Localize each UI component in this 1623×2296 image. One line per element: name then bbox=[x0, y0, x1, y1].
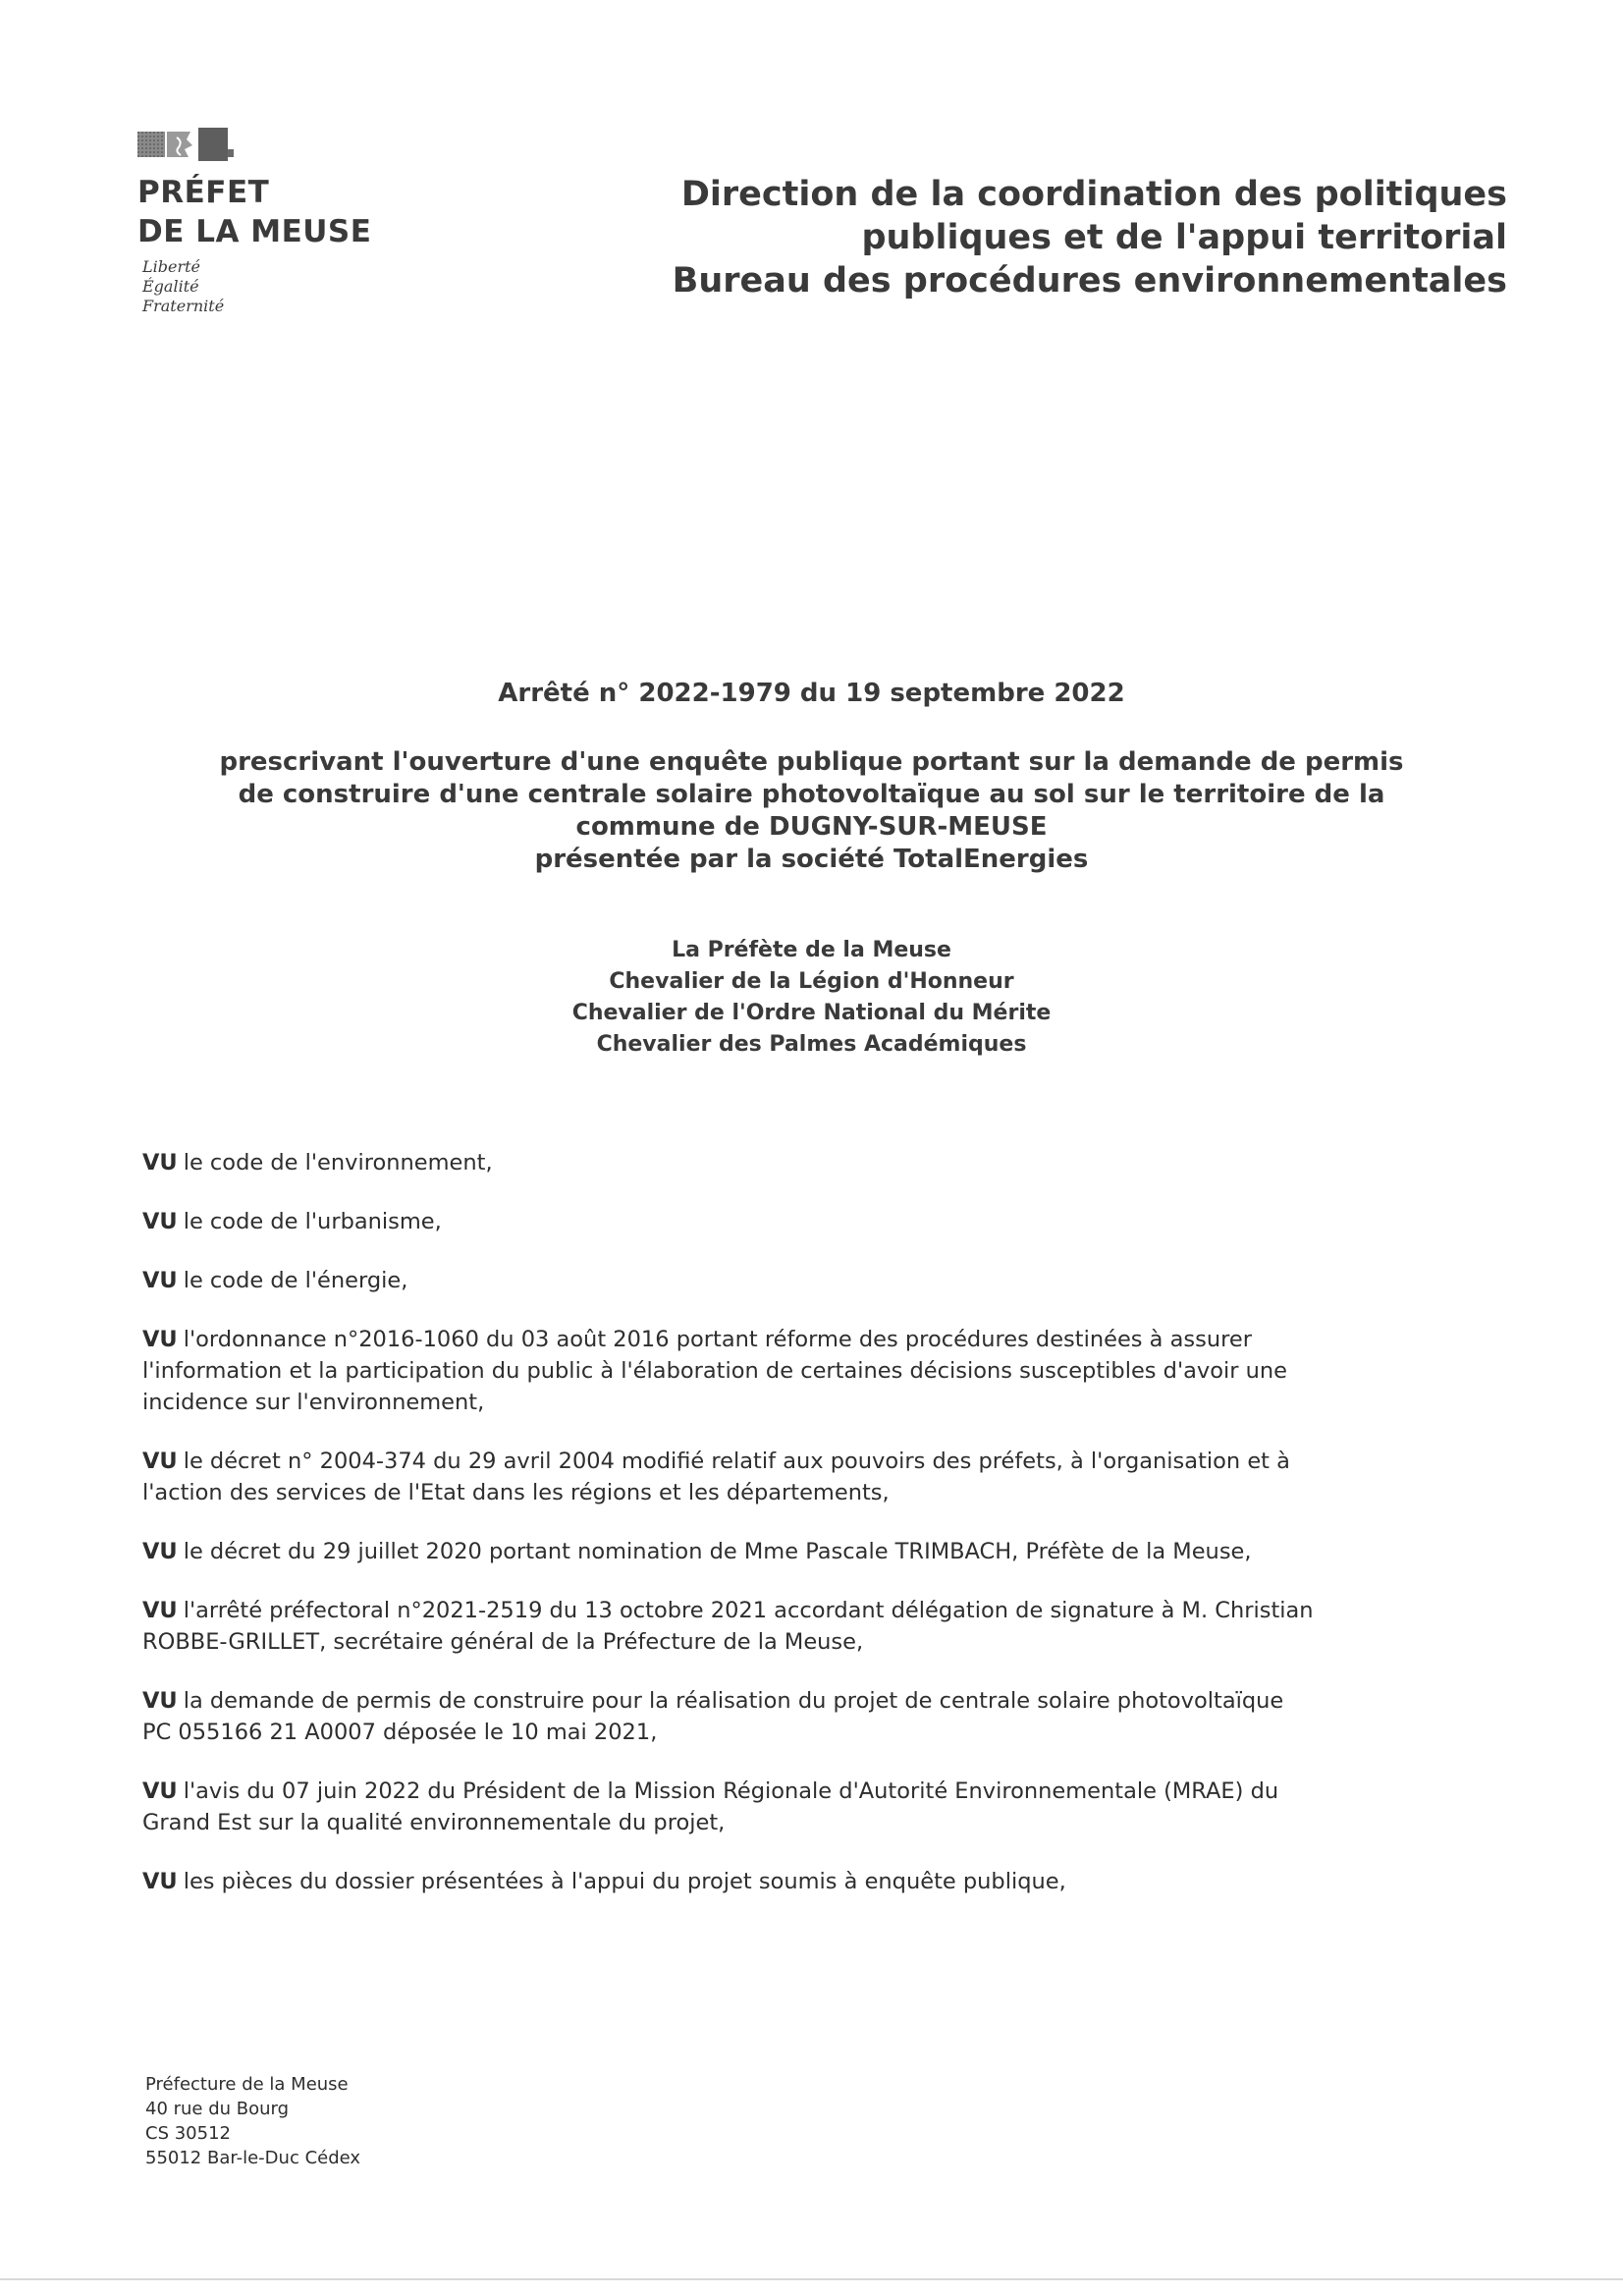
vu-keyword: VU bbox=[142, 1449, 178, 1474]
motto-line: Fraternité bbox=[142, 297, 225, 315]
vu-line bbox=[142, 1776, 1502, 1807]
vu-line bbox=[142, 1265, 1502, 1296]
page-bottom-rule bbox=[0, 2278, 1623, 2280]
vu-text: le décret du 29 juillet 2020 portant nomination de Mme Pascale TRIMBACH, Préfète de la Meuse, bbox=[183, 1539, 1252, 1564]
direction-heading bbox=[525, 173, 1507, 302]
vu-item bbox=[142, 1206, 1502, 1237]
motto-line: Liberté bbox=[142, 257, 200, 276]
vu-item bbox=[142, 1265, 1502, 1296]
vu-keyword: VU bbox=[142, 1209, 178, 1234]
direction-line: publiques et de l'appui territorial bbox=[861, 218, 1507, 257]
vu-text: ROBBE-GRILLET, secrétaire général de la Préfecture de la Meuse, bbox=[142, 1629, 864, 1655]
vu-line bbox=[142, 1387, 1502, 1418]
subject-line: commune de DUGNY-SUR-MEUSE bbox=[575, 812, 1048, 842]
vu-line bbox=[142, 1717, 1502, 1748]
vu-line bbox=[142, 1355, 1502, 1387]
vu-line bbox=[142, 1807, 1502, 1838]
vu-keyword: VU bbox=[142, 1869, 178, 1894]
vu-keyword: VU bbox=[142, 1598, 178, 1623]
vu-text: incidence sur l'environnement, bbox=[142, 1390, 485, 1415]
footer-address bbox=[145, 2072, 360, 2170]
vu-keyword: VU bbox=[142, 1327, 178, 1352]
vu-item bbox=[142, 1536, 1502, 1567]
vu-item bbox=[142, 1776, 1502, 1838]
vu-text: l'avis du 07 juin 2022 du Président de la Mission Régionale d'Autorité Environnementale (MRAE) du bbox=[183, 1778, 1279, 1804]
vu-item bbox=[142, 1324, 1502, 1418]
vu-text: les pièces du dossier présentées à l'appui du projet soumis à enquête publique, bbox=[183, 1869, 1066, 1894]
vu-line bbox=[142, 1324, 1502, 1355]
address-line: 40 rue du Bourg bbox=[145, 2099, 290, 2119]
vu-keyword: VU bbox=[142, 1268, 178, 1293]
vu-list bbox=[142, 1147, 1502, 1897]
vu-text: l'action des services de l'Etat dans les régions et les départements, bbox=[142, 1480, 890, 1505]
signatory-line: Chevalier de l'Ordre National du Mérite bbox=[571, 1001, 1052, 1025]
vu-text: l'arrêté préfectoral n°2021-2519 du 13 octobre 2021 accordant délégation de signature à M. Christian bbox=[183, 1598, 1314, 1623]
address-line: Préfecture de la Meuse bbox=[145, 2074, 349, 2095]
subject-line: présentée par la société TotalEnergies bbox=[534, 845, 1089, 874]
vu-item bbox=[142, 1147, 1502, 1178]
motto-line: Égalité bbox=[142, 277, 199, 296]
vu-line bbox=[142, 1147, 1502, 1178]
prefet-line: PRÉFET bbox=[137, 175, 270, 210]
vu-item bbox=[142, 1866, 1502, 1897]
vu-text: le code de l'urbanisme, bbox=[183, 1209, 442, 1234]
marianne-logo-icon bbox=[137, 128, 238, 161]
vu-text: l'ordonnance n°2016-1060 du 03 août 2016 portant réforme des procédures destinées à assurer bbox=[183, 1327, 1252, 1352]
vu-text: l'information et la participation du public à l'élaboration de certaines décisions susceptibles d'avoir une bbox=[142, 1358, 1288, 1384]
vu-text: PC 055166 21 A0007 déposée le 10 mai 2021, bbox=[142, 1720, 658, 1745]
address-line: 55012 Bar-le-Duc Cédex bbox=[145, 2148, 361, 2168]
arrete-subject bbox=[196, 746, 1427, 876]
vu-text: le décret n° 2004-374 du 29 avril 2004 modifié relatif aux pouvoirs des préfets, à l'organisation et à bbox=[183, 1449, 1290, 1474]
signatory-line: La Préfète de la Meuse bbox=[672, 938, 951, 962]
vu-line bbox=[142, 1446, 1502, 1477]
signatory-line: Chevalier des Palmes Académiques bbox=[596, 1032, 1027, 1057]
direction-line: Direction de la coordination des politiques bbox=[680, 175, 1507, 214]
prefet-title bbox=[137, 173, 371, 251]
vu-keyword: VU bbox=[142, 1150, 178, 1175]
vu-line bbox=[142, 1595, 1502, 1626]
prefet-line: DE LA MEUSE bbox=[137, 214, 372, 249]
vu-line bbox=[142, 1536, 1502, 1567]
vu-line bbox=[142, 1477, 1502, 1508]
vu-line bbox=[142, 1206, 1502, 1237]
vu-text: le code de l'environnement, bbox=[183, 1150, 493, 1175]
direction-line: Bureau des procédures environnementales bbox=[672, 261, 1507, 301]
address-line: CS 30512 bbox=[145, 2123, 231, 2144]
vu-keyword: VU bbox=[142, 1539, 178, 1564]
arrete-title: Arrêté n° 2022-1979 du 19 septembre 2022 bbox=[498, 679, 1125, 708]
republic-motto bbox=[142, 257, 224, 316]
vu-line bbox=[142, 1626, 1502, 1658]
vu-item bbox=[142, 1446, 1502, 1508]
vu-item bbox=[142, 1595, 1502, 1658]
signatory-line: Chevalier de la Légion d'Honneur bbox=[609, 969, 1014, 994]
signatory-block bbox=[0, 935, 1623, 1061]
vu-line bbox=[142, 1866, 1502, 1897]
vu-keyword: VU bbox=[142, 1778, 178, 1804]
subject-line: de construire d'une centrale solaire photovoltaïque au sol sur le territoire de la bbox=[238, 780, 1385, 809]
vu-text: la demande de permis de construire pour la réalisation du projet de centrale solaire photovoltaïque bbox=[183, 1688, 1284, 1714]
vu-item bbox=[142, 1685, 1502, 1748]
vu-text: Grand Est sur la qualité environnementale du projet, bbox=[142, 1810, 726, 1835]
vu-line bbox=[142, 1685, 1502, 1717]
subject-line: prescrivant l'ouverture d'une enquête publique portant sur la demande de permis bbox=[219, 747, 1404, 777]
vu-keyword: VU bbox=[142, 1688, 178, 1714]
vu-text: le code de l'énergie, bbox=[183, 1268, 408, 1293]
